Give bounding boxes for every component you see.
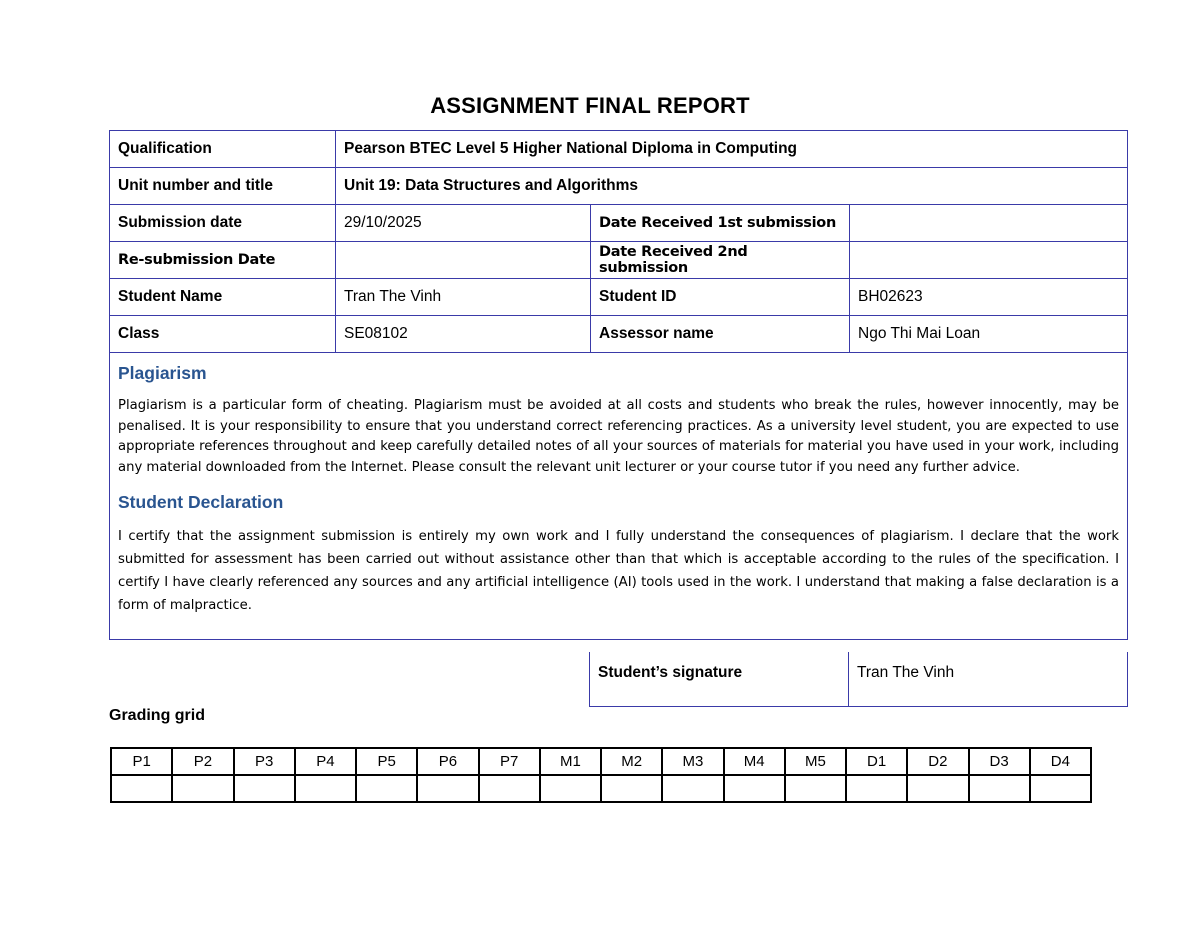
- grade-cell[interactable]: [601, 775, 662, 802]
- grade-cell[interactable]: [172, 775, 233, 802]
- grade-cell[interactable]: [356, 775, 417, 802]
- criteria-cell: P1: [111, 748, 172, 775]
- grade-cell[interactable]: [785, 775, 846, 802]
- page-title: ASSIGNMENT FINAL REPORT: [430, 93, 750, 118]
- signature-value[interactable]: Tran The Vinh: [849, 652, 1128, 706]
- grade-cell[interactable]: [724, 775, 785, 802]
- grading-values-row: [111, 775, 1091, 802]
- submission-row: [110, 205, 1128, 242]
- criteria-cell: P5: [356, 748, 417, 775]
- date-received-2-value[interactable]: [850, 242, 1128, 279]
- class-label: Class: [110, 316, 336, 353]
- grade-cell[interactable]: [662, 775, 723, 802]
- declaration-block: [110, 353, 1128, 640]
- submission-date-label: Submission date: [110, 205, 336, 242]
- declaration-heading: Student Declaration: [118, 492, 284, 512]
- criteria-cell: D1: [846, 748, 907, 775]
- criteria-cell: M4: [724, 748, 785, 775]
- qualification-label: Qualification: [110, 131, 336, 168]
- qualification-value: Pearson BTEC Level 5 Higher National Diploma in Computing: [336, 131, 1128, 168]
- grade-cell[interactable]: [417, 775, 478, 802]
- student-id-value[interactable]: BH02623: [850, 279, 1128, 316]
- student-name-label: Student Name: [110, 279, 336, 316]
- unit-label: Unit number and title: [110, 168, 336, 205]
- grading-grid-label: Grading grid: [109, 707, 205, 724]
- criteria-cell: D2: [907, 748, 968, 775]
- criteria-cell: D3: [969, 748, 1030, 775]
- date-received-1-label: Date Received 1st submission: [591, 205, 850, 242]
- signature-label: Student’s signature: [590, 652, 849, 706]
- assessor-label: Assessor name: [591, 316, 850, 353]
- student-id-label: Student ID: [591, 279, 850, 316]
- resubmission-date-label: Re-submission Date: [110, 242, 336, 279]
- submission-date-value[interactable]: 29/10/2025: [336, 205, 591, 242]
- class-value[interactable]: SE08102: [336, 316, 591, 353]
- resubmission-date-value[interactable]: [336, 242, 591, 279]
- resubmission-row: [110, 242, 1128, 279]
- criteria-cell: P4: [295, 748, 356, 775]
- plagiarism-heading: Plagiarism: [118, 363, 207, 383]
- declaration-text: I certify that the assignment submission is entirely my own work and I fully understand the consequences of plagiarism. I declare that the work submitted for assessment has been carried out without assistance other than that which is acceptable according to the rules of the specification. I certify I have clearly referenced any sources and any artificial intelligence (AI) tools used in the work. I understand that making a false declaration is a form of malpractice.: [118, 529, 1119, 613]
- grade-cell[interactable]: [295, 775, 356, 802]
- criteria-cell: M5: [785, 748, 846, 775]
- grade-cell[interactable]: [234, 775, 295, 802]
- signature-table: [589, 652, 1128, 707]
- criteria-cell: M3: [662, 748, 723, 775]
- criteria-cell: P3: [234, 748, 295, 775]
- grade-cell[interactable]: [1030, 775, 1091, 802]
- criteria-cell: M2: [601, 748, 662, 775]
- assignment-info-table: [109, 130, 1128, 640]
- grade-cell[interactable]: [907, 775, 968, 802]
- criteria-cell: D4: [1030, 748, 1091, 775]
- date-received-1-value[interactable]: [850, 205, 1128, 242]
- criteria-cell: M1: [540, 748, 601, 775]
- grade-cell[interactable]: [479, 775, 540, 802]
- unit-value: Unit 19: Data Structures and Algorithms: [336, 168, 1128, 205]
- grade-cell[interactable]: [540, 775, 601, 802]
- grading-criteria-row: [111, 748, 1091, 775]
- criteria-cell: P7: [479, 748, 540, 775]
- criteria-cell: P2: [172, 748, 233, 775]
- assessor-value[interactable]: Ngo Thi Mai Loan: [850, 316, 1128, 353]
- criteria-cell: P6: [417, 748, 478, 775]
- grading-grid: [110, 747, 1092, 803]
- unit-row: [110, 168, 1128, 205]
- class-row: [110, 316, 1128, 353]
- student-row: [110, 279, 1128, 316]
- date-received-2-label: Date Received 2nd submission: [591, 242, 850, 279]
- signature-row: [590, 652, 1128, 706]
- declaration-block-row: [110, 353, 1128, 640]
- grade-cell[interactable]: [969, 775, 1030, 802]
- student-name-value[interactable]: Tran The Vinh: [336, 279, 591, 316]
- grade-cell[interactable]: [111, 775, 172, 802]
- qualification-row: [110, 131, 1128, 168]
- plagiarism-text: Plagiarism is a particular form of cheating. Plagiarism must be avoided at all costs and students who break the rules, however innocently, may be penalised. It is your responsibility to ensure that you understand correct referencing practices. As a university level student, you are expected to use appropriate references throughout and keep carefully detailed notes of all your sources of materials for material you have used in your work, including any material downloaded from the Internet. Please consult the relevant unit lecturer or your course tutor if you need any further advice.: [118, 398, 1119, 475]
- grade-cell[interactable]: [846, 775, 907, 802]
